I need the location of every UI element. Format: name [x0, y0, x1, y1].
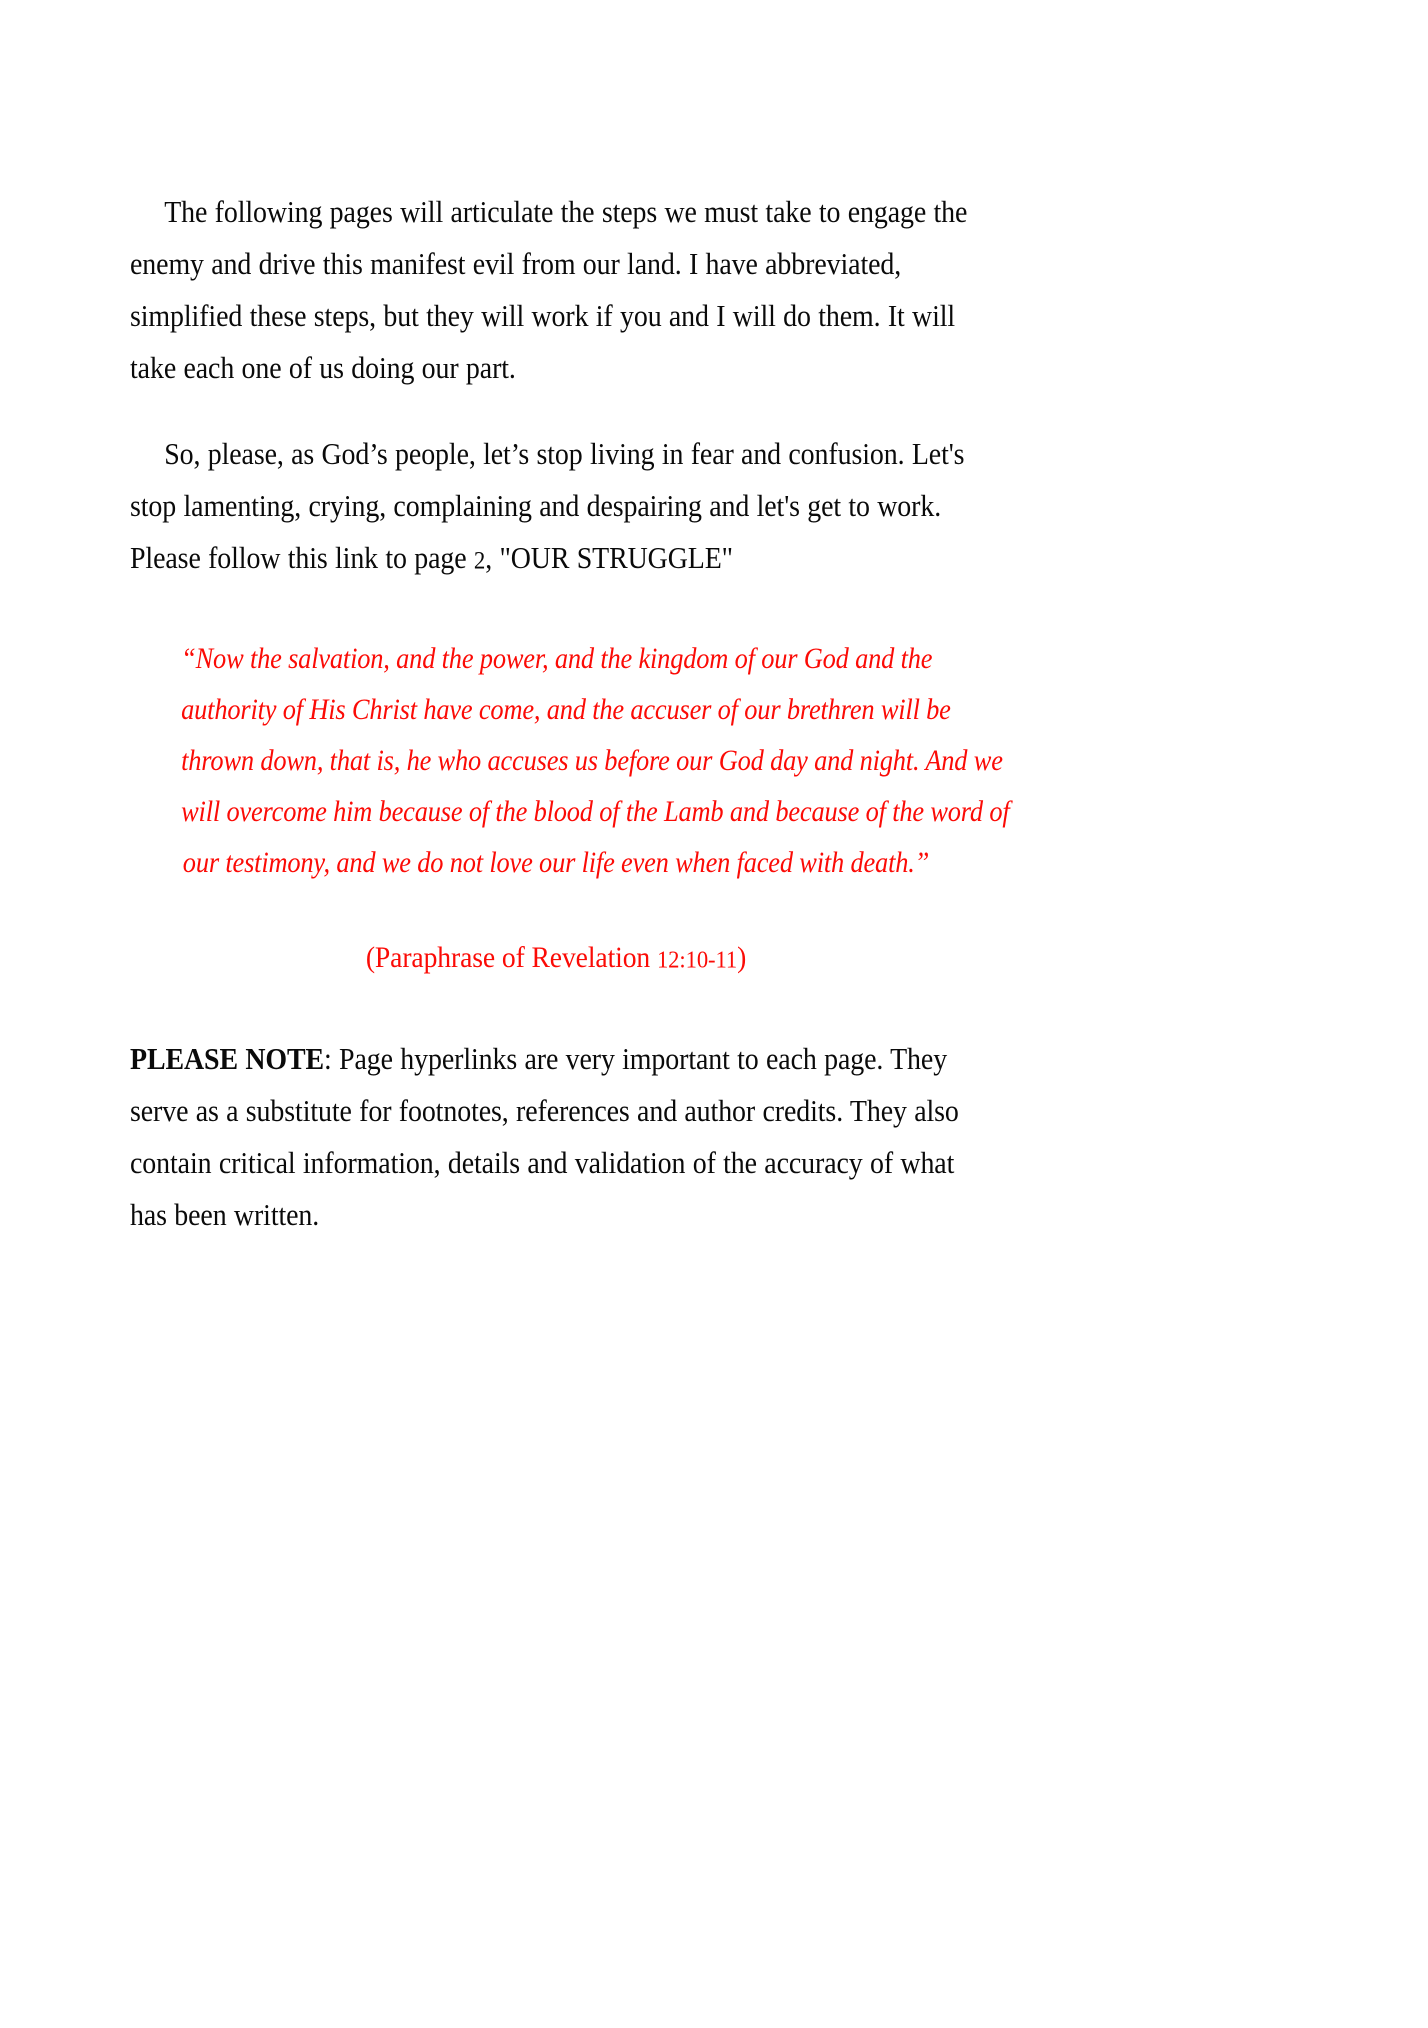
please-note-paragraph: [130, 1033, 981, 1241]
attribution-prefix: (Paraphrase of Revelation: [365, 940, 657, 974]
appeal-paragraph: [130, 428, 981, 587]
appeal-text-before-link: So, please, as God’s people, let’s stop living in fear and confusion. Let's stop lamenting, crying, complaining and despairing and let's get to work. Please follow this link to page: [130, 436, 965, 575]
page-number-reference[interactable]: 2: [473, 546, 486, 575]
please-note-label: PLEASE NOTE: [130, 1040, 325, 1076]
attribution-suffix: ): [737, 940, 747, 974]
quote-line: “Now the salvation, and the power, and the kingdom of our God and the: [181, 641, 933, 675]
quote-line: authority of His Christ have come, and the accuser of our brethren will be: [181, 692, 951, 726]
quote-line: will overcome him because of the blood of the Lamb and because of the word of: [181, 794, 1010, 828]
intro-paragraph: The following pages will articulate the steps we must take to engage the enemy and drive this manifest evil from our land. I have abbreviated, simplified these steps, but they will work if you and I will do them. It will take each one of us doing our part.: [130, 194, 968, 385]
scripture-reference: 12:10-11: [656, 945, 738, 973]
quote-line: thrown down, that is, he who accuses us before our God day and night. And we: [181, 743, 1003, 777]
appeal-text-after-link: , "OUR STRUGGLE": [485, 540, 733, 575]
quote-line: our testimony, and we do not love our life even when faced with death.”: [182, 845, 930, 879]
please-note-text: : Page hyperlinks are very important to each page. They serve as a substitute for footnotes, references and author credits. They also contain critical information, details and validation of the accuracy of what has been written.: [130, 1040, 959, 1232]
document-text-column: [130, 186, 1010, 1275]
quote-attribution: [164, 932, 948, 985]
revelation-quote: [130, 633, 1010, 985]
